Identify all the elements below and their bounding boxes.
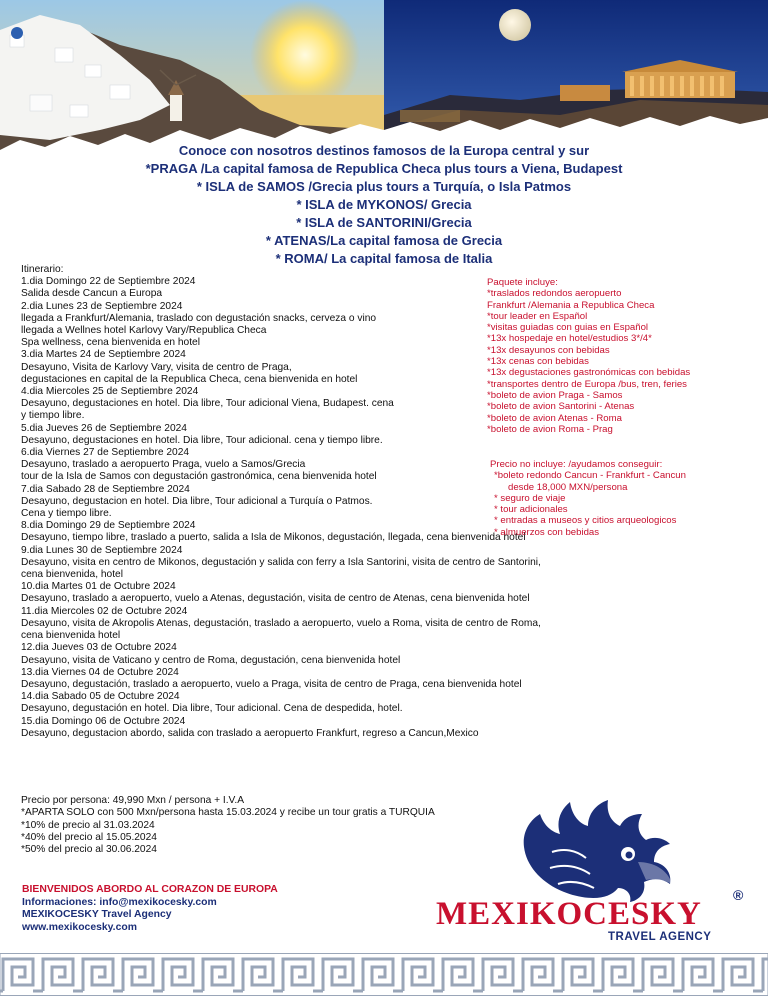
itinerary-line: Desayuno, degustacion en hotel. Dia libre, Tour adicional a Turquía o Patmos.	[21, 495, 373, 507]
includes-line: *boleto de avion Atenas - Roma	[487, 412, 622, 424]
headline-destination: *PRAGA /La capital famosa de Republica Checa plus tours a Viena, Budapest	[145, 161, 623, 176]
itinerary-line: tour de la Isla de Samos con degustación gastronómica, cena bienvenida hotel	[21, 471, 377, 483]
hero-illustration	[0, 0, 768, 165]
website-link[interactable]: www.mexikocesky.com	[22, 921, 137, 933]
brand-tagline: TRAVEL AGENCY	[608, 931, 712, 943]
border-pattern	[0, 953, 768, 996]
excludes-line: * almuerzos con bebidas	[494, 526, 600, 538]
itinerary-line: 7.dia Sabado 28 de Septiembre 2024	[21, 483, 190, 495]
itinerary-line: Desayuno, degustaciones en hotel. Dia libre, Tour adicional Viena, Budapest. cena	[21, 398, 394, 410]
includes-line: *13x degustaciones gastronómicas con bebidas	[487, 367, 691, 379]
itinerary-line: 10.dia Martes 01 de Octubre 2024	[21, 581, 176, 593]
itinerary-line: 11.dia Miercoles 02 de Octubre 2024	[21, 605, 188, 617]
itinerary-line: Spa wellness, cena bienvenida en hotel	[21, 337, 200, 349]
itinerary-line: cena bienvenida hotel	[21, 630, 121, 642]
itinerary-line: llegada a Wellnes hotel Karlovy Vary/Republica Checa	[21, 325, 267, 337]
price-line: *APARTA SOLO con 500 Mxn/persona hasta 15.03.2024 y recibe un tour gratis a TURQUIA	[21, 807, 435, 819]
includes-line: *13x cenas con bebidas	[487, 356, 589, 368]
itinerary-line: 15.dia Domingo 06 de Octubre 2024	[21, 715, 186, 727]
headline-block	[0, 142, 768, 268]
itinerary-line: Desayuno, traslado a aeropuerto Praga, vuelo a Samos/Grecia	[21, 459, 306, 471]
itinerary-line: Desayuno, degustación, traslado a aeropuerto, vuelo a Praga, visita de centro de Praga, cena bienvenida hotel	[21, 678, 522, 690]
itinerary-line: 3.dia Martes 24 de Septiembre 2024	[21, 349, 186, 361]
includes-line: *boleto de avion Praga - Samos	[487, 389, 623, 401]
itinerary-line: 6.dia Viernes 27 de Septiembre 2024	[21, 447, 190, 459]
price-line: *40% del precio al 15.05.2024	[21, 831, 157, 843]
package-excludes	[490, 459, 760, 538]
hero-photos	[0, 0, 768, 165]
agency-name: MEXIKOCESKY Travel Agency	[22, 909, 172, 921]
headline-lead: Conoce con nosotros destinos famosos de la Europa central y sur	[178, 143, 590, 158]
itinerary-line: Desayuno, degustación en hotel. Dia libre, Tour adicional. Cena de despedida, hotel.	[21, 703, 403, 715]
itinerary-line: Desayuno, degustacion abordo, salida con traslado a aeropuerto Frankfurt, regreso a Cancun,Mexico	[21, 727, 479, 739]
includes-line: *boleto de avion Roma - Prag	[487, 423, 613, 435]
itinerary-line: 14.dia Sabado 05 de Octubre 2024	[21, 691, 180, 703]
includes-line: *13x desayunos con bebidas	[487, 344, 610, 356]
itinerary-line: y tiempo libre.	[21, 410, 85, 422]
price-line: *10% de precio al 31.03.2024	[21, 819, 155, 831]
itinerary-line: cena bienvenida, hotel	[21, 569, 123, 581]
includes-line: Frankfurt /Alemania a Republica Checa	[487, 299, 655, 311]
itinerary-line: 13.dia Viernes 04 de Octubre 2024	[21, 666, 179, 678]
itinerary-line: Desayuno, traslado a aeropuerto, vuelo a Atenas, degustación, visita de centro de Atenas, cena bienvenida hotel	[21, 593, 530, 605]
itinerary-line: 1.dia Domingo 22 de Septiembre 2024	[21, 276, 196, 288]
excludes-line: Precio no incluye: /ayudamos conseguir:	[490, 459, 663, 470]
excludes-line: * tour adicionales	[494, 504, 568, 516]
itinerary-line: Salida desde Cancun a Europa	[21, 288, 163, 300]
registered-mark: ®	[733, 887, 744, 903]
excludes-line: desde 18,000 MXN/persona	[508, 481, 628, 493]
headline-destination: * ROMA/ La capital famosa de Italia	[275, 251, 493, 266]
includes-line: *visitas guiadas con guias en Español	[487, 322, 649, 334]
itinerary-line: 4.dia Miercoles 25 de Septiembre 2024	[21, 386, 199, 398]
includes-line: *boleto de avion Santorini - Atenas	[487, 401, 635, 413]
itinerary-line: 8.dia Domingo 29 de Septiembre 2024	[21, 520, 196, 532]
itinerary-line: 2.dia Lunes 23 de Septiembre 2024	[21, 300, 183, 312]
brand-name: MEXIKOCESKY	[436, 896, 702, 932]
headline-destination: * ISLA de SAMOS /Grecia plus tours a Turquía, o Isla Patmos	[196, 179, 572, 194]
itinerary-line: llegada a Frankfurt/Alemania, traslado con degustación snacks, cerveza o vino	[21, 312, 377, 324]
itinerary-line: Desayuno, degustaciones en hotel. Dia libre, Tour adicional. cena y tiempo libre.	[21, 434, 383, 446]
itinerary-line: degustaciones en capital de la Republica Checa, cena bienvenida en hotel	[21, 373, 358, 385]
headline-destination: * ISLA de MYKONOS/ Grecia	[296, 197, 472, 212]
itinerary-line: Cena y tiempo libre.	[21, 508, 112, 520]
itinerary-line: Desayuno, visita de Akropolis Atenas, degustación, traslado a aeropuerto, vuelo a Roma, visita de centro de Roma,	[21, 617, 541, 629]
itinerary-line: Desayuno, Visita de Karlovy Vary, visita de centro de Praga,	[21, 361, 292, 373]
headline-destination: * ATENAS/La capital famosa de Grecia	[265, 233, 503, 248]
includes-line: Paquete incluye:	[487, 277, 558, 288]
itinerary-line: 9.dia Lunes 30 de Septiembre 2024	[21, 544, 183, 556]
excludes-line: *boleto redondo Cancun - Frankfurt - Cancun	[494, 470, 686, 482]
excludes-line: * seguro de viaje	[494, 492, 566, 504]
contact-email[interactable]: Informaciones: info@mexikocesky.com	[22, 896, 217, 908]
price-line: Precio por persona: 49,990 Mxn / persona + I.V.A	[21, 795, 245, 806]
package-includes	[487, 277, 757, 435]
contact-block	[22, 884, 382, 934]
itinerary-line: Desayuno, tiempo libre, traslado a puerto, salida a Isla de Mikonos, degustación, llegada, cena bienvenida hotel	[21, 532, 526, 544]
includes-line: *tour leader en Español	[487, 310, 588, 322]
itinerary-line: Itinerario:	[21, 264, 64, 275]
includes-line: *traslados redondos aeropuerto	[487, 288, 622, 300]
includes-line: *transportes dentro de Europa /bus, tren, feries	[487, 378, 687, 390]
price-line: *50% del precio al 30.06.2024	[21, 844, 157, 856]
itinerary-line: 5.dia Jueves 26 de Septiembre 2024	[21, 422, 187, 434]
itinerary-line: Desayuno, visita de Vaticano y centro de Roma, degustación, cena bienvenida hotel	[21, 654, 401, 666]
excludes-line: * entradas a museos y citios arqueologicos	[494, 515, 677, 527]
greek-key-border	[0, 953, 768, 996]
welcome-text: BIENVENIDOS ABORDO AL CORAZON DE EUROPA	[22, 884, 278, 895]
includes-line: *13x hospedaje en hotel/estudios 3*/4*	[487, 333, 652, 345]
itinerary-line: 12.dia Jueves 03 de Octubre 2024	[21, 642, 177, 654]
headline-destination: * ISLA de SANTORINI/Grecia	[296, 215, 472, 230]
itinerary-line: Desayuno, visita en centro de Mikonos, degustación y salida con ferry a Isla Santorini, visita de centro de Santorini,	[21, 556, 541, 568]
